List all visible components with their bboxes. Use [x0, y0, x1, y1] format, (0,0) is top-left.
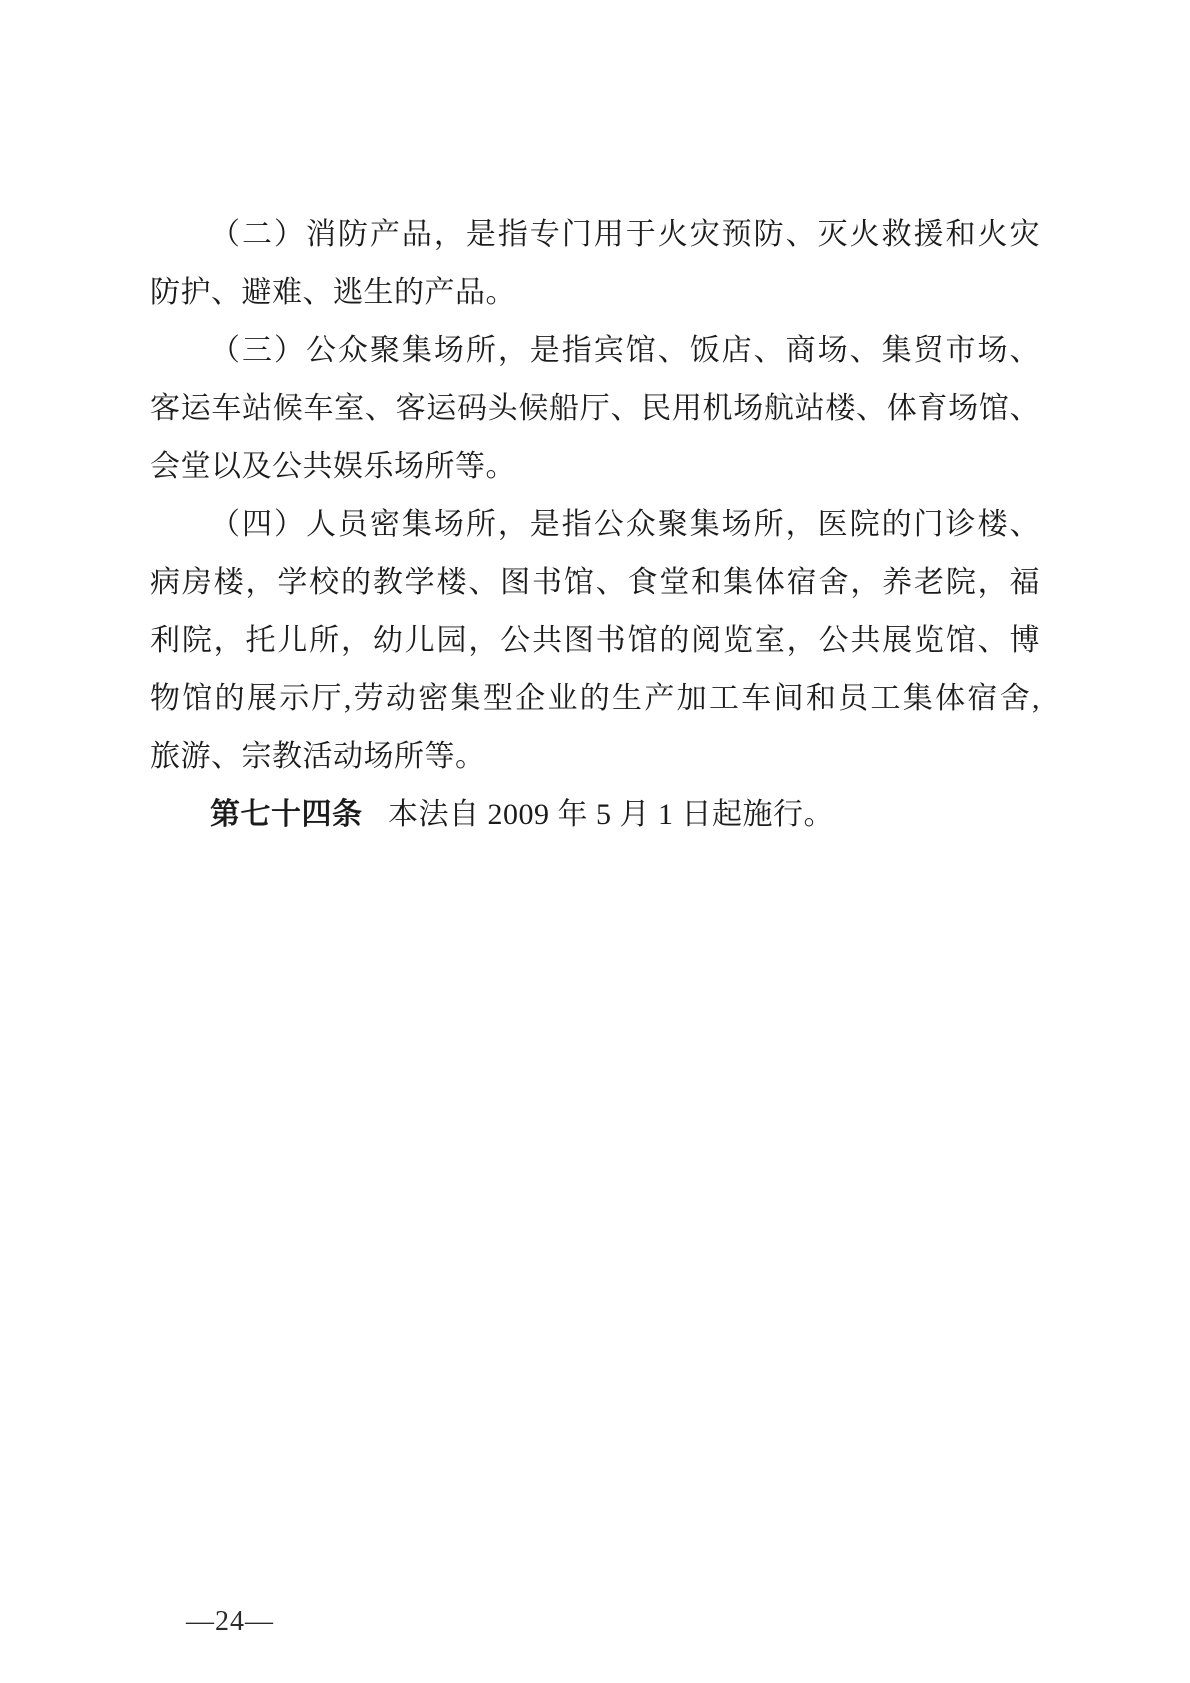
document-line: （三）公众聚集场所，是指宾馆、饭店、商场、集贸市场、	[210, 334, 1040, 367]
document-line: 客运车站候车室、客运码头候船厅、民用机场航站楼、体育场馆、	[150, 392, 1040, 425]
page-number: —24—	[186, 1606, 274, 1637]
document-line: 防护、避难、逃生的产品。	[150, 276, 516, 309]
document-line: 物馆的展示厅,劳动密集型企业的生产加工车间和员工集体宿舍,	[150, 682, 1040, 715]
article-number: 第七十四条	[210, 798, 363, 831]
document-line: 第七十四条 本法自 2009 年 5 月 1 日起施行。	[210, 798, 834, 831]
document-line: （四）人员密集场所，是指公众聚集场所，医院的门诊楼、	[210, 508, 1040, 541]
document-line: 旅游、宗教活动场所等。	[150, 740, 486, 773]
document-line: （二）消防产品，是指专门用于火灾预防、灭火救援和火灾	[210, 218, 1040, 251]
document-line: 会堂以及公共娱乐场所等。	[150, 450, 516, 483]
document-line: 病房楼，学校的教学楼、图书馆、食堂和集体宿舍，养老院，福	[150, 566, 1040, 599]
document-line: 利院，托儿所，幼儿园，公共图书馆的阅览室，公共展览馆、博	[150, 624, 1040, 657]
text-block	[150, 206, 1040, 844]
